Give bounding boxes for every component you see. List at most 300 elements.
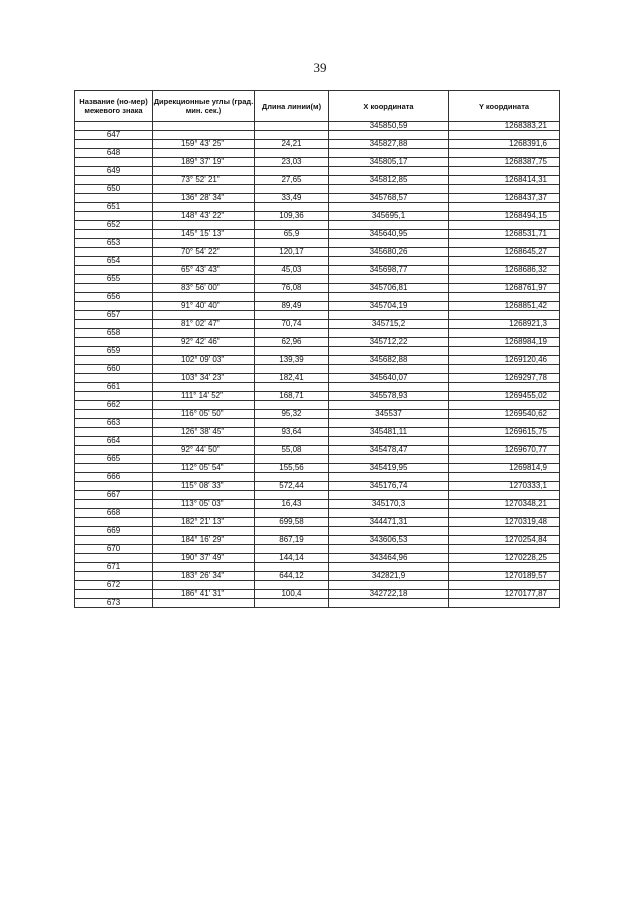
length-cell bbox=[255, 491, 329, 500]
x-coordinate-cell bbox=[329, 563, 449, 572]
x-coordinate-cell bbox=[329, 509, 449, 518]
table-row bbox=[75, 518, 560, 527]
x-coordinate-cell bbox=[329, 185, 449, 194]
angle-cell: 126° 38' 45" bbox=[153, 428, 255, 437]
point-name-cell: 670 bbox=[75, 545, 153, 554]
y-coordinate-cell bbox=[449, 491, 560, 500]
length-cell bbox=[255, 365, 329, 374]
x-coordinate-cell bbox=[329, 311, 449, 320]
boundary-coordinates-table bbox=[74, 90, 560, 608]
length-cell bbox=[255, 131, 329, 140]
x-coordinate-cell bbox=[329, 383, 449, 392]
table-row bbox=[75, 509, 560, 518]
length-cell bbox=[255, 473, 329, 482]
angle-cell bbox=[153, 545, 255, 554]
table-row bbox=[75, 284, 560, 293]
x-coordinate-cell bbox=[329, 167, 449, 176]
table-row bbox=[75, 455, 560, 464]
point-name-cell bbox=[75, 320, 153, 329]
table-row bbox=[75, 581, 560, 590]
y-coordinate-cell: 1269455,02 bbox=[449, 392, 560, 401]
y-coordinate-cell: 1268921,3 bbox=[449, 320, 560, 329]
length-cell: 644,12 bbox=[255, 572, 329, 581]
angle-cell bbox=[153, 239, 255, 248]
x-coordinate-cell: 345176,74 bbox=[329, 482, 449, 491]
angle-cell bbox=[153, 581, 255, 590]
table-row bbox=[75, 239, 560, 248]
table-row bbox=[75, 392, 560, 401]
point-name-cell: 672 bbox=[75, 581, 153, 590]
angle-cell bbox=[153, 491, 255, 500]
point-name-cell bbox=[75, 482, 153, 491]
angle-cell: 115° 08' 33" bbox=[153, 482, 255, 491]
point-name-cell bbox=[75, 248, 153, 257]
angle-cell bbox=[153, 455, 255, 464]
x-coordinate-cell bbox=[329, 275, 449, 284]
angle-cell: 92° 44' 50" bbox=[153, 446, 255, 455]
angle-cell bbox=[153, 185, 255, 194]
x-coordinate-cell: 345706,81 bbox=[329, 284, 449, 293]
table-row bbox=[75, 158, 560, 167]
table-row bbox=[75, 428, 560, 437]
angle-cell: 148° 43' 22" bbox=[153, 212, 255, 221]
length-cell: 27,65 bbox=[255, 176, 329, 185]
length-cell bbox=[255, 419, 329, 428]
angle-cell: 103° 34' 23" bbox=[153, 374, 255, 383]
table-row bbox=[75, 266, 560, 275]
x-coordinate-cell: 345682,88 bbox=[329, 356, 449, 365]
point-name-cell bbox=[75, 374, 153, 383]
y-coordinate-cell bbox=[449, 131, 560, 140]
angle-cell: 189° 37' 19" bbox=[153, 158, 255, 167]
point-name-cell bbox=[75, 590, 153, 599]
point-name-cell: 661 bbox=[75, 383, 153, 392]
table-row bbox=[75, 563, 560, 572]
length-cell bbox=[255, 203, 329, 212]
x-coordinate-cell bbox=[329, 545, 449, 554]
y-coordinate-cell: 1269814,9 bbox=[449, 464, 560, 473]
x-coordinate-cell: 345680,26 bbox=[329, 248, 449, 257]
y-coordinate-cell: 1269670,77 bbox=[449, 446, 560, 455]
length-cell: 144,14 bbox=[255, 554, 329, 563]
angle-cell bbox=[153, 383, 255, 392]
angle-cell bbox=[153, 221, 255, 230]
y-coordinate-cell bbox=[449, 329, 560, 338]
angle-cell bbox=[153, 329, 255, 338]
angle-cell bbox=[153, 311, 255, 320]
point-name-cell bbox=[75, 266, 153, 275]
table-row bbox=[75, 221, 560, 230]
table-row bbox=[75, 590, 560, 599]
y-coordinate-cell: 1268383,21 bbox=[449, 122, 560, 131]
y-coordinate-cell bbox=[449, 383, 560, 392]
point-name-cell bbox=[75, 302, 153, 311]
length-cell: 155,56 bbox=[255, 464, 329, 473]
table-row bbox=[75, 329, 560, 338]
point-name-cell: 648 bbox=[75, 149, 153, 158]
angle-cell: 65° 43' 43" bbox=[153, 266, 255, 275]
x-coordinate-cell bbox=[329, 491, 449, 500]
x-coordinate-cell bbox=[329, 527, 449, 536]
length-cell: 65,9 bbox=[255, 230, 329, 239]
angle-cell: 112° 05' 54" bbox=[153, 464, 255, 473]
y-coordinate-cell: 1268645,27 bbox=[449, 248, 560, 257]
table-row bbox=[75, 176, 560, 185]
angle-cell: 159° 43' 25" bbox=[153, 140, 255, 149]
table-row bbox=[75, 293, 560, 302]
length-cell bbox=[255, 239, 329, 248]
table-row bbox=[75, 311, 560, 320]
length-cell: 62,96 bbox=[255, 338, 329, 347]
angle-cell bbox=[153, 203, 255, 212]
length-cell bbox=[255, 347, 329, 356]
x-coordinate-cell bbox=[329, 203, 449, 212]
table-row bbox=[75, 491, 560, 500]
table-row bbox=[75, 338, 560, 347]
point-name-cell bbox=[75, 500, 153, 509]
point-name-cell: 647 bbox=[75, 131, 153, 140]
angle-cell: 183° 26' 34" bbox=[153, 572, 255, 581]
y-coordinate-cell bbox=[449, 599, 560, 608]
angle-cell bbox=[153, 563, 255, 572]
point-name-cell: 669 bbox=[75, 527, 153, 536]
table-row bbox=[75, 464, 560, 473]
x-coordinate-cell: 345768,57 bbox=[329, 194, 449, 203]
x-coordinate-cell: 345170,3 bbox=[329, 500, 449, 509]
table-row bbox=[75, 383, 560, 392]
length-cell: 55,08 bbox=[255, 446, 329, 455]
y-coordinate-cell: 1268761,97 bbox=[449, 284, 560, 293]
x-coordinate-cell: 345640,07 bbox=[329, 374, 449, 383]
point-name-cell bbox=[75, 392, 153, 401]
table-row bbox=[75, 167, 560, 176]
table-row bbox=[75, 401, 560, 410]
length-cell: 139,39 bbox=[255, 356, 329, 365]
y-coordinate-cell bbox=[449, 203, 560, 212]
x-coordinate-cell: 345578,93 bbox=[329, 392, 449, 401]
x-coordinate-cell bbox=[329, 437, 449, 446]
length-cell: 45,03 bbox=[255, 266, 329, 275]
x-coordinate-cell bbox=[329, 419, 449, 428]
table-row bbox=[75, 527, 560, 536]
table-row bbox=[75, 302, 560, 311]
point-name-cell: 657 bbox=[75, 311, 153, 320]
header-length: Длина линии(м) bbox=[255, 91, 329, 122]
x-coordinate-cell bbox=[329, 239, 449, 248]
x-coordinate-cell: 342821,9 bbox=[329, 572, 449, 581]
table-row bbox=[75, 500, 560, 509]
y-coordinate-cell: 1270189,57 bbox=[449, 572, 560, 581]
angle-cell bbox=[153, 167, 255, 176]
point-name-cell bbox=[75, 554, 153, 563]
length-cell bbox=[255, 401, 329, 410]
y-coordinate-cell bbox=[449, 473, 560, 482]
length-cell bbox=[255, 599, 329, 608]
y-coordinate-cell bbox=[449, 347, 560, 356]
y-coordinate-cell: 1269615,75 bbox=[449, 428, 560, 437]
y-coordinate-cell: 1269120,46 bbox=[449, 356, 560, 365]
y-coordinate-cell bbox=[449, 185, 560, 194]
table-row bbox=[75, 410, 560, 419]
angle-cell: 145° 15' 13" bbox=[153, 230, 255, 239]
x-coordinate-cell bbox=[329, 293, 449, 302]
point-name-cell bbox=[75, 230, 153, 239]
x-coordinate-cell: 345850,59 bbox=[329, 122, 449, 131]
x-coordinate-cell: 343464,96 bbox=[329, 554, 449, 563]
y-coordinate-cell bbox=[449, 293, 560, 302]
angle-cell: 190° 37' 49" bbox=[153, 554, 255, 563]
length-cell: 93,64 bbox=[255, 428, 329, 437]
y-coordinate-cell: 1268494,15 bbox=[449, 212, 560, 221]
length-cell bbox=[255, 509, 329, 518]
angle-cell: 111° 14' 52" bbox=[153, 392, 255, 401]
point-name-cell bbox=[75, 518, 153, 527]
point-name-cell bbox=[75, 356, 153, 365]
y-coordinate-cell: 1270177,87 bbox=[449, 590, 560, 599]
x-coordinate-cell bbox=[329, 599, 449, 608]
table-row bbox=[75, 140, 560, 149]
point-name-cell: 664 bbox=[75, 437, 153, 446]
header-x: X координата bbox=[329, 91, 449, 122]
y-coordinate-cell bbox=[449, 257, 560, 266]
length-cell: 33,49 bbox=[255, 194, 329, 203]
point-name-cell bbox=[75, 410, 153, 419]
y-coordinate-cell bbox=[449, 221, 560, 230]
x-coordinate-cell: 344471,31 bbox=[329, 518, 449, 527]
x-coordinate-cell bbox=[329, 131, 449, 140]
table-row bbox=[75, 320, 560, 329]
angle-cell bbox=[153, 419, 255, 428]
x-coordinate-cell bbox=[329, 401, 449, 410]
table-row bbox=[75, 356, 560, 365]
length-cell bbox=[255, 311, 329, 320]
table-row bbox=[75, 419, 560, 428]
y-coordinate-cell: 1270348,21 bbox=[449, 500, 560, 509]
table-row bbox=[75, 194, 560, 203]
length-cell: 23,03 bbox=[255, 158, 329, 167]
length-cell: 168,71 bbox=[255, 392, 329, 401]
x-coordinate-cell: 345827,88 bbox=[329, 140, 449, 149]
angle-cell: 184° 16' 29" bbox=[153, 536, 255, 545]
length-cell bbox=[255, 545, 329, 554]
angle-cell bbox=[153, 149, 255, 158]
point-name-cell bbox=[75, 572, 153, 581]
x-coordinate-cell: 345812,85 bbox=[329, 176, 449, 185]
point-name-cell: 653 bbox=[75, 239, 153, 248]
x-coordinate-cell bbox=[329, 365, 449, 374]
table-row bbox=[75, 185, 560, 194]
y-coordinate-cell bbox=[449, 437, 560, 446]
table-row bbox=[75, 482, 560, 491]
y-coordinate-cell: 1268437,37 bbox=[449, 194, 560, 203]
angle-cell bbox=[153, 599, 255, 608]
length-cell: 699,58 bbox=[255, 518, 329, 527]
angle-cell bbox=[153, 293, 255, 302]
length-cell: 867,19 bbox=[255, 536, 329, 545]
table-row bbox=[75, 446, 560, 455]
length-cell bbox=[255, 167, 329, 176]
x-coordinate-cell: 345715,2 bbox=[329, 320, 449, 329]
length-cell bbox=[255, 293, 329, 302]
angle-cell: 182° 21' 13" bbox=[153, 518, 255, 527]
y-coordinate-cell: 1268391,6 bbox=[449, 140, 560, 149]
angle-cell bbox=[153, 527, 255, 536]
length-cell: 109,36 bbox=[255, 212, 329, 221]
table-row bbox=[75, 554, 560, 563]
point-name-cell: 671 bbox=[75, 563, 153, 572]
y-coordinate-cell bbox=[449, 149, 560, 158]
x-coordinate-cell bbox=[329, 329, 449, 338]
length-cell: 572,44 bbox=[255, 482, 329, 491]
point-name-cell: 656 bbox=[75, 293, 153, 302]
angle-cell: 186° 41' 31" bbox=[153, 590, 255, 599]
angle-cell bbox=[153, 122, 255, 131]
angle-cell: 83° 56' 00" bbox=[153, 284, 255, 293]
point-name-cell: 652 bbox=[75, 221, 153, 230]
angle-cell bbox=[153, 275, 255, 284]
angle-cell: 116° 05' 50" bbox=[153, 410, 255, 419]
y-coordinate-cell bbox=[449, 401, 560, 410]
point-name-cell: 660 bbox=[75, 365, 153, 374]
point-name-cell: 662 bbox=[75, 401, 153, 410]
y-coordinate-cell bbox=[449, 275, 560, 284]
point-name-cell: 665 bbox=[75, 455, 153, 464]
point-name-cell: 673 bbox=[75, 599, 153, 608]
table-row bbox=[75, 365, 560, 374]
x-coordinate-cell: 343606,53 bbox=[329, 536, 449, 545]
angle-cell: 102° 09' 03" bbox=[153, 356, 255, 365]
point-name-cell: 659 bbox=[75, 347, 153, 356]
table-row bbox=[75, 131, 560, 140]
point-name-cell: 649 bbox=[75, 167, 153, 176]
table-row bbox=[75, 572, 560, 581]
angle-cell bbox=[153, 473, 255, 482]
angle-cell: 73° 52' 21" bbox=[153, 176, 255, 185]
x-coordinate-cell bbox=[329, 455, 449, 464]
y-coordinate-cell: 1268387,75 bbox=[449, 158, 560, 167]
angle-cell: 91° 40' 40" bbox=[153, 302, 255, 311]
y-coordinate-cell bbox=[449, 545, 560, 554]
angle-cell bbox=[153, 437, 255, 446]
point-name-cell: 658 bbox=[75, 329, 153, 338]
y-coordinate-cell: 1268851,42 bbox=[449, 302, 560, 311]
point-name-cell bbox=[75, 428, 153, 437]
point-name-cell bbox=[75, 176, 153, 185]
y-coordinate-cell: 1269540,62 bbox=[449, 410, 560, 419]
angle-cell: 92° 42' 46" bbox=[153, 338, 255, 347]
length-cell: 95,32 bbox=[255, 410, 329, 419]
x-coordinate-cell: 345704,19 bbox=[329, 302, 449, 311]
length-cell: 120,17 bbox=[255, 248, 329, 257]
table-row bbox=[75, 275, 560, 284]
length-cell bbox=[255, 149, 329, 158]
length-cell: 182,41 bbox=[255, 374, 329, 383]
y-coordinate-cell: 1268531,71 bbox=[449, 230, 560, 239]
length-cell: 76,08 bbox=[255, 284, 329, 293]
y-coordinate-cell: 1270228,25 bbox=[449, 554, 560, 563]
length-cell bbox=[255, 563, 329, 572]
length-cell bbox=[255, 437, 329, 446]
x-coordinate-cell: 345537 bbox=[329, 410, 449, 419]
y-coordinate-cell: 1268686,32 bbox=[449, 266, 560, 275]
y-coordinate-cell: 1268414,31 bbox=[449, 176, 560, 185]
point-name-cell bbox=[75, 536, 153, 545]
point-name-cell bbox=[75, 446, 153, 455]
point-name-cell bbox=[75, 284, 153, 293]
table-row bbox=[75, 437, 560, 446]
angle-cell bbox=[153, 365, 255, 374]
point-name-cell bbox=[75, 194, 153, 203]
header-angles: Дирекционные углы (град. мин. сек.) bbox=[153, 91, 255, 122]
length-cell: 70,74 bbox=[255, 320, 329, 329]
page-number: 39 bbox=[313, 60, 327, 75]
y-coordinate-cell: 1270333,1 bbox=[449, 482, 560, 491]
table-body bbox=[75, 122, 560, 608]
point-name-cell: 654 bbox=[75, 257, 153, 266]
x-coordinate-cell bbox=[329, 149, 449, 158]
table-row bbox=[75, 149, 560, 158]
table-row bbox=[75, 203, 560, 212]
length-cell bbox=[255, 185, 329, 194]
length-cell: 100,4 bbox=[255, 590, 329, 599]
table-row bbox=[75, 599, 560, 608]
point-name-cell: 650 bbox=[75, 185, 153, 194]
point-name-cell: 655 bbox=[75, 275, 153, 284]
y-coordinate-cell bbox=[449, 455, 560, 464]
y-coordinate-cell bbox=[449, 419, 560, 428]
angle-cell bbox=[153, 401, 255, 410]
length-cell bbox=[255, 275, 329, 284]
y-coordinate-cell bbox=[449, 527, 560, 536]
point-name-cell bbox=[75, 212, 153, 221]
point-name-cell bbox=[75, 158, 153, 167]
angle-cell: 81° 02' 47" bbox=[153, 320, 255, 329]
angle-cell: 136° 28' 34" bbox=[153, 194, 255, 203]
table-row bbox=[75, 347, 560, 356]
y-coordinate-cell bbox=[449, 509, 560, 518]
angle-cell: 70° 54' 22" bbox=[153, 248, 255, 257]
point-name-cell bbox=[75, 464, 153, 473]
x-coordinate-cell bbox=[329, 347, 449, 356]
length-cell bbox=[255, 383, 329, 392]
point-name-cell: 651 bbox=[75, 203, 153, 212]
y-coordinate-cell bbox=[449, 581, 560, 590]
table-row bbox=[75, 248, 560, 257]
header-y: Y координата bbox=[449, 91, 560, 122]
x-coordinate-cell bbox=[329, 257, 449, 266]
point-name-cell bbox=[75, 338, 153, 347]
table-row bbox=[75, 257, 560, 266]
length-cell: 89,49 bbox=[255, 302, 329, 311]
length-cell: 24,21 bbox=[255, 140, 329, 149]
length-cell bbox=[255, 527, 329, 536]
x-coordinate-cell: 345640,95 bbox=[329, 230, 449, 239]
point-name-cell: 666 bbox=[75, 473, 153, 482]
header-name: Название (но-мер) межевого знака bbox=[75, 91, 153, 122]
length-cell bbox=[255, 329, 329, 338]
x-coordinate-cell: 345695,1 bbox=[329, 212, 449, 221]
table-row bbox=[75, 536, 560, 545]
angle-cell bbox=[153, 257, 255, 266]
x-coordinate-cell: 345698,77 bbox=[329, 266, 449, 275]
y-coordinate-cell bbox=[449, 239, 560, 248]
y-coordinate-cell: 1270254,84 bbox=[449, 536, 560, 545]
table-header-row bbox=[75, 91, 560, 122]
angle-cell bbox=[153, 131, 255, 140]
y-coordinate-cell bbox=[449, 365, 560, 374]
y-coordinate-cell: 1270319,48 bbox=[449, 518, 560, 527]
length-cell bbox=[255, 581, 329, 590]
